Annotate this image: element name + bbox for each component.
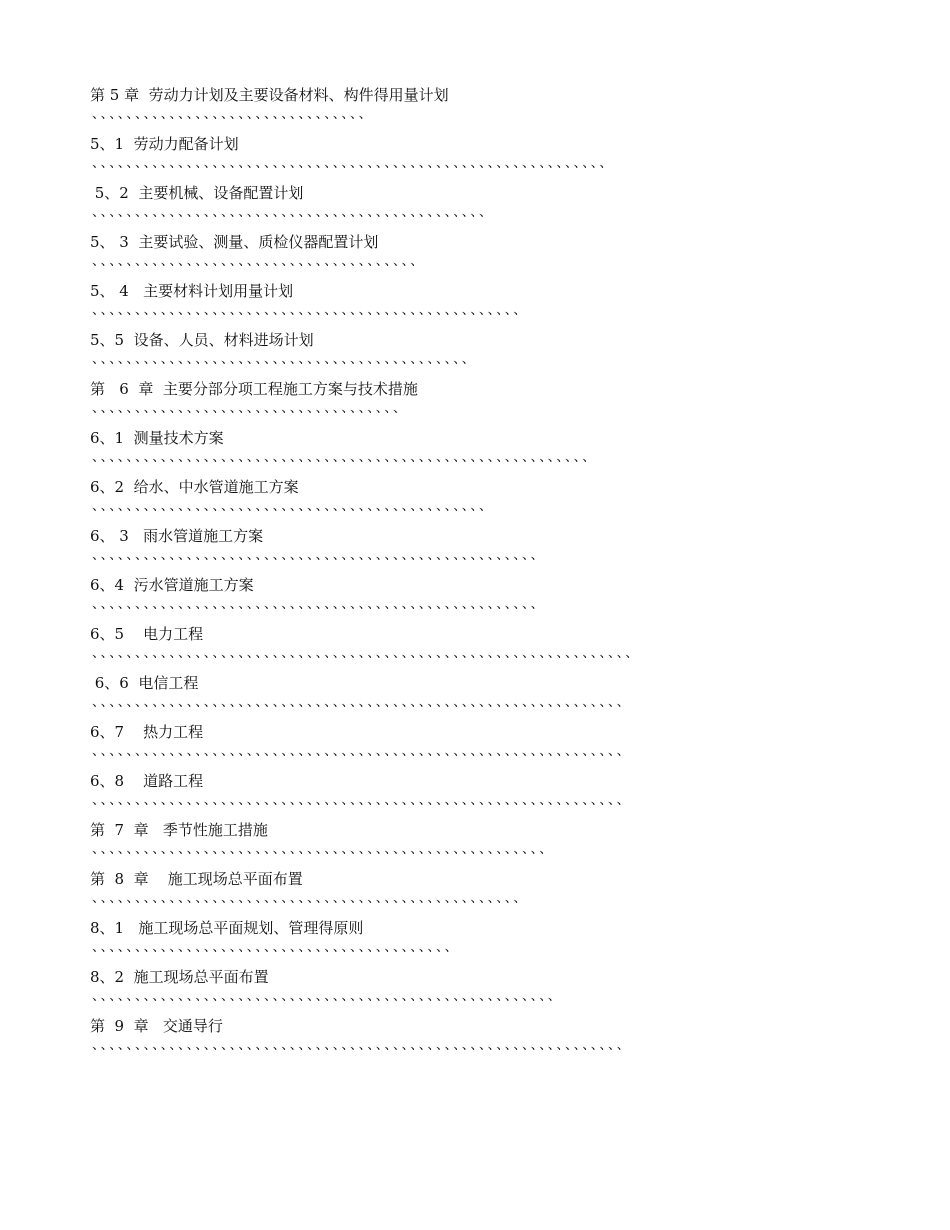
toc-entry [90,819,852,858]
toc-entry [90,574,852,613]
toc-entry-title: 8、1 施工现场总平面规划、管理得原则 [90,919,364,937]
toc-leader-dots: 、、、、、、、、、、、、、、、、、、、、、、、、、、、、、、、、、、、、、、、、、、、、 [92,352,477,367]
toc-entry-title: 6、2 给水、中水管道施工方案 [90,478,299,496]
toc-entry [90,917,852,956]
toc-entry-title: 第 9 章 交通导行 [90,1017,223,1035]
toc-entry [90,476,852,515]
toc-leader-dots: 、、、、、、、、、、、、、、、、、、、、、、、、、、、、、、、、、、、、、、、、、、、、、、、、、、、、、、、、、、、、、、、 [92,646,641,661]
toc-leader-dots: 、、、、、、、、、、、、、、、、、、、、、、、、、、、、、、、、、、、、、、、、、、、、、、、、、、、、、、、、、、、、 [92,156,615,171]
toc-entry [90,966,852,1005]
toc-leader-dots: 、、、、、、、、、、、、、、、、、、、、、、、、、、、、、、、、、、、、、、、、、、、、、、、、、、 [92,891,529,906]
toc-entry-title: 8、2 施工现场总平面布置 [90,968,269,986]
toc-leader-dots: 、、、、、、、、、、、、、、、、、、、、、、、、、、、、、、、、、、、、、、、、、、、、、、、、、、、、、、 [92,989,563,1004]
toc-leader-dots: 、、、、、、、、、、、、、、、、、、、、、、、、、、、、、、、、、、、、、、、、、、、、、、 [92,499,495,514]
toc-entry [90,1015,852,1054]
toc-entry-title: 5、5 设备、人员、材料进场计划 [90,331,314,349]
toc-leader-dots: 、、、、、、、、、、、、、、、、、、、、、、、、、、、、、、、、、、、、、、 [92,254,426,269]
toc-leader-dots: 、、、、、、、、、、、、、、、、、、、、、、、、、、、、、、、、、、、、、、、、、、、、、、、、、、、、、、、、、、 [92,450,598,465]
toc-entry [90,280,852,319]
toc-entry-title: 5、 4 主要材料计划用量计划 [90,282,294,300]
toc-entry [90,672,852,711]
toc-entry [90,378,852,417]
toc-leader-dots: 、、、、、、、、、、、、、、、、、、、、、、、、、、、、、、、、、、、、、、、、、、、、、、、、、、、、、、、、、、、、、、 [92,695,632,710]
toc-leader-dots: 、、、、、、、、、、、、、、、、、、、、、、、、、、、、、、、、、、、、、、、、、、、、、、、、、、、、 [92,597,546,612]
toc-leader-dots: 、、、、、、、、、、、、、、、、、、、、、、、、、、、、、、、、、、、、、、、、、、、、、、 [92,205,495,220]
toc-entry-title: 第 7 章 季节性施工措施 [90,821,268,839]
toc-entry [90,770,852,809]
toc-entry-title: 第 8 章 施工现场总平面布置 [90,870,303,888]
toc-entry [90,427,852,466]
toc-leader-dots: 、、、、、、、、、、、、、、、、、、、、、、、、、、、、、、、、、、、、、、、、、、、、、、、、、、、、、、、、、、、、、、 [92,744,632,759]
toc-leader-dots: 、、、、、、、、、、、、、、、、、、、、、、、、、、、、、、、、、、、、、、、、、、、、、、、、、、、、、、、、、、、、、、 [92,1038,632,1053]
toc-leader-dots: 、、、、、、、、、、、、、、、、、、、、、、、、、、、、、、、、、、、、、、、、、、、、、、、、、、、、、、、、、、、、、、 [92,793,632,808]
toc-entry-title: 5、1 劳动力配备计划 [90,135,239,153]
toc-entry-title: 第 5 章 劳动力计划及主要设备材料、构件得用量计划 [90,86,449,104]
toc-entry-title: 6、8 道路工程 [90,772,204,790]
toc-entry-title: 5、 3 主要试验、测量、质检仪器配置计划 [90,233,379,251]
toc-entry [90,182,852,221]
toc-entry [90,623,852,662]
toc-entry [90,231,852,270]
toc-entry-title: 6、6 电信工程 [90,674,199,692]
toc-leader-dots: 、、、、、、、、、、、、、、、、、、、、、、、、、、、、、、、、 [92,107,374,122]
toc-entry-title: 6、 3 雨水管道施工方案 [90,527,264,545]
toc-entry [90,525,852,564]
table-of-contents [90,84,852,1064]
toc-leader-dots: 、、、、、、、、、、、、、、、、、、、、、、、、、、、、、、、、、、、、、、、、、、 [92,940,460,955]
toc-entry [90,721,852,760]
toc-leader-dots: 、、、、、、、、、、、、、、、、、、、、、、、、、、、、、、、、、、、、、、、、、、、、、、、、、、、、 [92,548,546,563]
toc-entry [90,133,852,172]
toc-entry-title: 第 6 章 主要分部分项工程施工方案与技术措施 [90,380,418,398]
toc-entry-title: 6、4 污水管道施工方案 [90,576,254,594]
toc-entry-title: 5、2 主要机械、设备配置计划 [90,184,304,202]
toc-leader-dots: 、、、、、、、、、、、、、、、、、、、、、、、、、、、、、、、、、、、、、、、、、、、、、、、、、、、、、 [92,842,555,857]
toc-entry-title: 6、7 热力工程 [90,723,204,741]
toc-leader-dots: 、、、、、、、、、、、、、、、、、、、、、、、、、、、、、、、、、、、、 [92,401,409,416]
toc-leader-dots: 、、、、、、、、、、、、、、、、、、、、、、、、、、、、、、、、、、、、、、、、、、、、、、、、、、 [92,303,529,318]
toc-entry-title: 6、5 电力工程 [90,625,204,643]
toc-entry [90,84,852,123]
toc-entry-title: 6、1 测量技术方案 [90,429,224,447]
toc-entry [90,868,852,907]
toc-entry [90,329,852,368]
